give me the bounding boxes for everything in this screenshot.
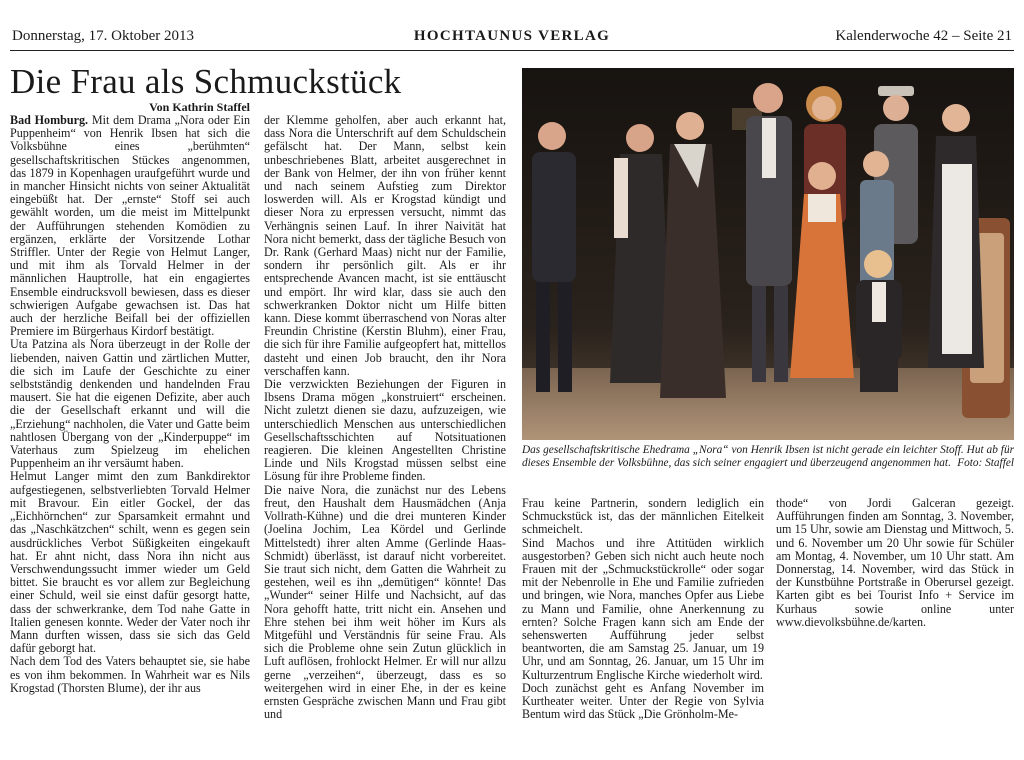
paragraph: thode“ von Jordi Galceran gezeigt. Aufführungen finden am Sonntag, 3. November, um 15 Uhr, sowie am Dienstag und Mittwoch, 5. und 6. November um 20 Uhr sowie für Schüler am Montag, 4. November, um 10 Uhr statt. Am Donnerstag, 14. November, wird das Stück in der Kunstbühne Portstraße in Oberursel gezeigt. Karten gibt es bei Tourist Info + Service im Kurhaus sowie online unter www.dievolksbühne.de/karten. [776,497,1014,629]
article-column-4 [776,497,1014,755]
byline: Von Kathrin Staffel [149,100,250,114]
issue-date: Donnerstag, 17. Oktober 2013 [12,28,195,44]
dateline: Bad Homburg. [10,114,89,127]
photo-caption [522,444,1014,470]
article-column-1 [10,114,250,754]
page-header [10,0,1014,51]
paragraph: Helmut Langer mimt den zum Bankdirektor aufgestiegenen, selbstverliebten Torvald Helmer mit Bravour. Ein eitler Gockel, der das „Eichhörnchen“ zur Sparsamkeit ermahnt und das „Naschkätzchen“ schilt, wenn es gegen sein ausdrückliches Verbot Süßigkeiten eingekauft hat. Er ahnt nicht, dass Nora ihn nicht aus Verschwendungssucht immer wieder um Geld bittet. Sie braucht es vor allem zur Begleichung einer Schuld, weil sie einst dafür gesorgt hatte, dass der schwerkranke, dem Tod nahe Gatte in Italien genesen konnte. Weder der Vater noch ihr Mann durften wissen, dass sie sich das Geld dafür geborgt hat. [10,469,250,656]
paragraph: Sind Machos und ihre Attitüden wirklich ausgestorben? Geben sich nicht auch heute noch Frauen mit der „Schmuckstückrolle“ oder sogar mit der Nebenrolle in Ehe und Familie zufrieden und bringen, wie Nora, manches Opfer aus Liebe zu Mann und Familie, ohne Anerkennung zu ernten? Solche Fragen kann sich am Ende der sehenswerten Aufführung jeder selbst beantworten, die am Samstag 25. Januar, um 19 Uhr, und am Sonntag, 26. Januar, um 15 Uhr im Kulturzentrum Englische Kirche wiederholt wird. [522,535,764,682]
paragraph: Nach dem Tod des Vaters behauptet sie, sie habe es von ihm bekommen. In Wahrheit war es Nils Krogstad (Thorsten Blume), der ihr aus [10,654,250,695]
article-headline: Die Frau als Schmuckstück [10,62,402,101]
ensemble-photo [522,68,1014,440]
paragraph: Doch zunächst geht es Anfang November im Kurtheater weiter. Unter der Regie von Sylvia Bentum wird das Stück „Die Grönholm-Me- [522,680,764,722]
publisher-name: HOCHTAUNUS VERLAG [413,28,611,44]
figure-woman-4 [928,104,984,368]
page-number: Kalenderwoche 42 – Seite 21 [835,28,1012,44]
paragraph: Frau keine Partnerin, sondern lediglich ein Schmuckstück ist, das der männlichen Eitelkeit schmeichelt. [522,497,764,537]
photo-credit: Foto: Staffel [957,457,1014,469]
ensemble-photo-illustration [522,68,1014,440]
paragraph: der Klemme geholfen, aber auch erkannt hat, dass Nora die Unterschrift auf dem Schuldschein gefälscht hat. Der Mann, selbst kein unbeschriebenes Blatt, arbeitet ausgerechnet in der Bank von Helmer, der ihn von früher kennt und nach seinem Aufstieg zum Direktor loswerden will. Als er Krogstad kündigt und dieser Nora zu erpressen versucht, nimmt das Verhängnis seinen Lauf. In ihrer Naivität hat Nora nicht bemerkt, dass der tägliche Besuch von Dr. Rank (Gerhard Maas) nicht nur der Familie, sondern ihr persönlich gilt. Als er ihr entsprechende Avancen macht, ist sie enttäuscht und empört. Ihr wird klar, dass sie auch den schwerkranken Doktor nicht um Hilfe bitten kann. Diese kommt überraschend von Noras alter Freundin Christine (Kerstin Bluhm), einer Frau, die sich für ihre Familie aufgeopfert hat, mittellos dasteht und einen Job braucht, den ihr Nora verschaffen kann. [264,114,506,378]
paragraph: Die verzwickten Beziehungen der Figuren in Ibsens Drama mögen „konstruiert“ erscheinen. Nicht zuletzt dienen sie dazu, aufzuzeigen, wie unterschiedlich Menschen aus unterschiedlichen Gesellschaftsschichten auf Notsituationen reagieren. Die kleinen Angestellten Christine Linde und Nils Krogstad müssen selbst eine Lösung für ihre Probleme finden. [264,377,506,484]
article-column-2 [264,114,506,754]
paragraph: Uta Patzina als Nora überzeugt in der Rolle der liebenden, naiven Gattin und zärtlichen Mutter, die sich im Laufe der Geschichte zu einer selbstständig denkenden und handelnden Frau mausert. Sie hat die eigenen Defizite, aber auch die der Gesellschaft erkannt und will die „Erziehung“ nachholen, die Vater und Gatte beim nahtlosen Übergang von der „Kinderpuppe“ im Vaterhaus zum Spielzeug im ehelichen Puppenheim an ihr versäumt haben. [10,337,250,471]
article-column-3 [522,497,764,755]
caption-text: Das gesellschaftskritische Ehedrama „Nora“ von Henrik Ibsen ist nicht gerade ein leichter Stoff. Hut ab für dieses Ensemble der Volksbühne, das sich seiner engagiert und überzeugend angenommen hat. [522,444,1014,469]
paragraph: Bad Homburg. Mit dem Drama „Nora oder Ein Puppenheim“ von Henrik Ibsen hat sich die Volksbühne eines „berühmten“ gesellschaftskritischen Stückes angenommen, das 1879 in Kopenhagen uraufgeführt wurde und in mancher Hinsicht nichts von seiner Aktualität eingebüßt hat. Der „ernste“ Stoff sei auch gewählt worden, um die meist im Mittelpunkt der Aufführungen stehenden Komödien zu ergänzen, erklärte der Vorsitzende Lothar Striffler. Unter der Regie von Helmut Langer, und mit ihm als Torvald Helmer in der männlichen Hauptrolle, hat ein engagiertes Ensemble eindrucksvoll bewiesen, dass es dieser schwierigen Aufgabe gewachsen ist. Das hat auch der herzliche Beifall bei der offiziellen Premiere im Bürgerhaus Kirdorf bestätigt. [10,114,250,339]
paragraph: Die naive Nora, die zunächst nur des Lebens freut, den Haushalt dem Hausmädchen (Anja Vollrath-Kühne) und die drei munteren Kinder (Joelina Jochim, Lea Kördel und Gerlinde Mittelstedt) ihrer alten Amme (Gerlinde Haas-Schmidt) überlässt, ist darauf nicht vorbereitet. Sie traut sich nicht, dem Gatten die Wahrheit zu gestehen, weil es ihn „demütigen“ könnte! Das „Wunder“ seiner Hilfe und Nachsicht, auf das Nora gehofft hatte, tritt nicht ein. Ansehen und Ehre stehen bei ihm weit höher im Kurs als Mitgefühl und Verständnis für seine Frau. Als sich die Probleme ohne sein Zutun glücklich in Luft auflösen, frohlockt Helmer. Er will nur allzu gerne „verzeihen“, überzeugt, dass es so weitergehen wird in einer Ehe, in der es keine ernsten Gespräche zwischen Mann und Frau gibt und [264,482,506,722]
